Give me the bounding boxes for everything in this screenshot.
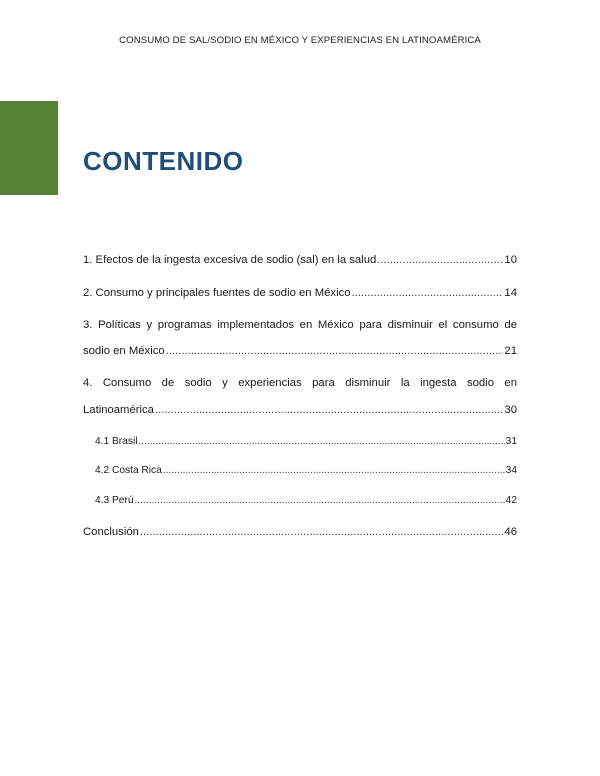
toc-subentry-peru[interactable] (95, 495, 517, 506)
toc-page-number: 42 (505, 495, 517, 506)
toc-page-number: 31 (505, 436, 517, 447)
toc-entry-label: 4.3 Perú (95, 495, 134, 506)
toc-entry-line (83, 345, 517, 357)
page-title: CONTENIDO (83, 146, 244, 176)
dot-leader (163, 465, 505, 476)
toc-entry-label: 2. Consumo y principales fuentes de sodio en México (83, 287, 351, 299)
toc-page-number: 14 (504, 287, 517, 299)
toc-entry-line (83, 404, 517, 416)
toc-page-number: 30 (504, 404, 517, 416)
dot-leader (135, 495, 505, 506)
accent-bar (0, 101, 58, 195)
toc-entry-label: 4.1 Brasil (95, 436, 138, 447)
dot-leader (138, 436, 504, 447)
dot-leader (166, 345, 504, 357)
toc-subentry-costa-rica[interactable] (95, 465, 517, 476)
toc-entry-label: Latinoamérica (83, 404, 154, 416)
toc-subentry-brasil[interactable] (95, 436, 517, 447)
toc-entry-label: 4. Consumo de sodio y experiencias para disminuir la ingesta sodio en (83, 377, 517, 389)
toc-entry-label: 4.2 Costa Rica (95, 465, 162, 476)
toc-entry-label: 1. Efectos de la ingesta excesiva de sodio (sal) en la salud (83, 254, 377, 266)
toc-entry-conclusion[interactable] (83, 526, 517, 538)
toc-entry-label: 3. Políticas y programas implementados en México para disminuir el consumo de (83, 319, 517, 331)
dot-leader (377, 254, 503, 266)
toc-page-number: 10 (504, 254, 517, 266)
dot-leader (352, 287, 504, 299)
toc-entry-label: sodio en México (83, 345, 165, 357)
toc-page-number: 46 (504, 526, 517, 538)
toc-page-number: 21 (504, 345, 517, 357)
dot-leader (155, 404, 503, 416)
toc-entry-1[interactable] (83, 254, 517, 266)
toc-entry-label: Conclusión (83, 526, 139, 538)
dot-leader (140, 526, 504, 538)
running-header: CONSUMO DE SAL/SODIO EN MÉXICO Y EXPERIENCIAS EN LATINOAMÉRICA (119, 35, 481, 46)
toc-page-number: 34 (505, 465, 517, 476)
toc-entry-2[interactable] (83, 287, 517, 299)
